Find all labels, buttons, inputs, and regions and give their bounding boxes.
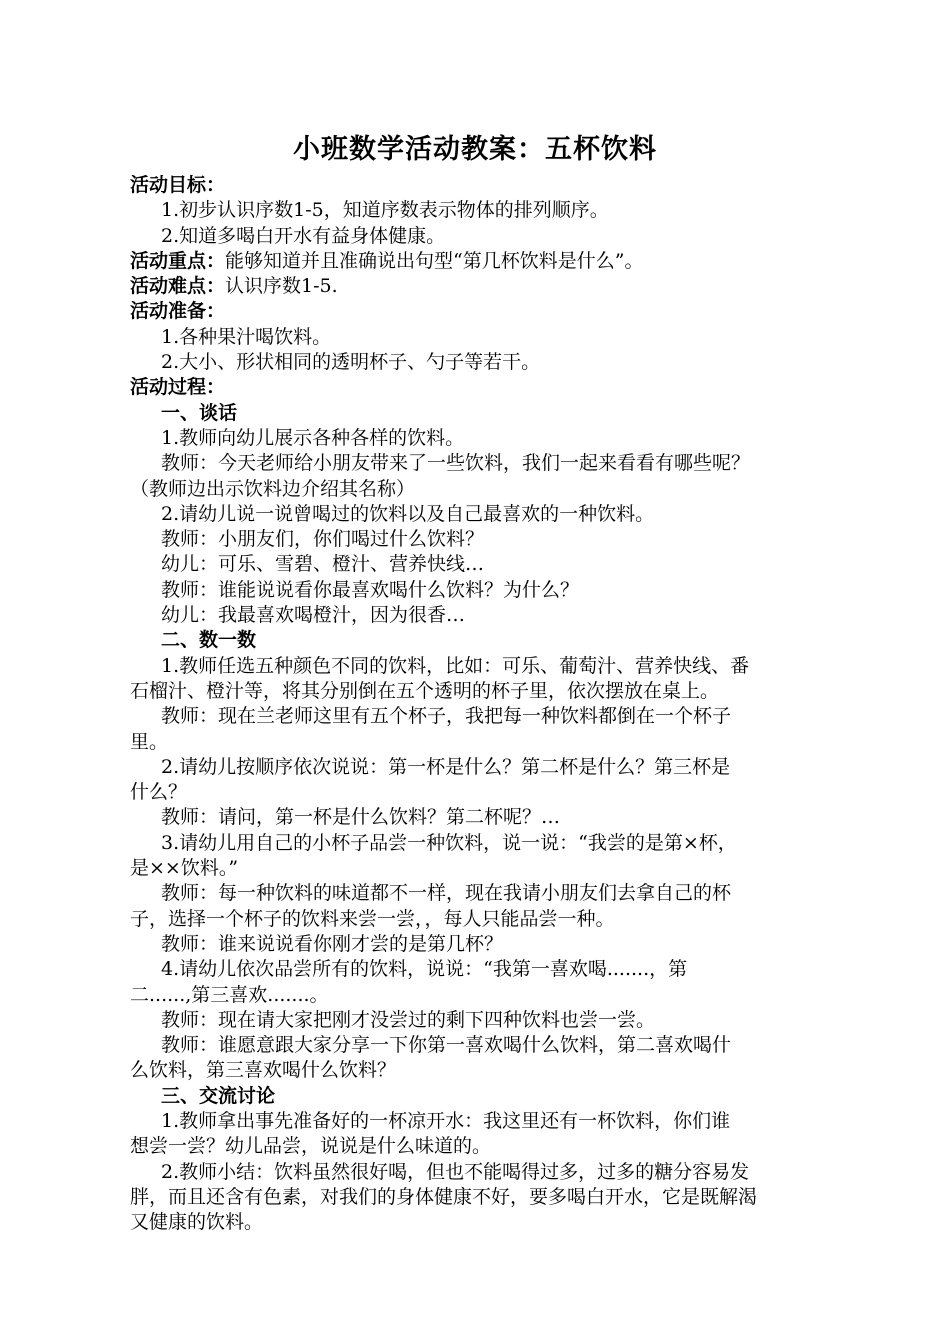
paragraph-line: 2.请幼儿按顺序依次说说：第一杯是什么？第二杯是什么？第三杯是 — [161, 755, 731, 778]
paragraph-line: 么饮料，第三喜欢喝什么饮料？ — [130, 1059, 397, 1082]
paragraph-line: 里。 — [130, 730, 169, 753]
section-2-heading: 二、数一数 — [161, 629, 257, 652]
paragraph-line: 教师：现在兰老师这里有五个杯子，我把每一种饮料都倒在一个杯子 — [161, 705, 732, 728]
section-1-heading: 一、谈话 — [161, 401, 238, 424]
goals-item-2: 2.知道多喝白开水有益身体健康。 — [161, 224, 446, 247]
paragraph-line: 1.教师任选五种颜色不同的饮料，比如：可乐、葡萄汁、营养快线、番 — [161, 654, 750, 677]
difficulty-text: 认识序数1-5. — [225, 275, 338, 298]
paragraph-line: 3.请幼儿用自己的小杯子品尝一种饮料，说一说：“我尝的是第×杯， — [161, 831, 737, 854]
paragraph-line: 子，选择一个杯子的饮料来尝一尝，，每人只能品尝一种。 — [130, 907, 615, 930]
paragraph-line: 2.请幼儿说一说曾喝过的饮料以及自己最喜欢的一种饮料。 — [161, 502, 655, 525]
document-body — [130, 173, 830, 1235]
paragraph-line: 教师：每一种饮料的味道都不一样，现在我请小朋友们去拿自己的杯 — [161, 882, 732, 905]
paragraph-line: 教师：谁愿意跟大家分享一下你第一喜欢喝什么饮料，第二喜欢喝什 — [161, 1034, 732, 1057]
paragraph-line: 1.教师拿出事先准备好的一杯凉开水：我这里还有一杯饮料，你们谁 — [161, 1109, 731, 1132]
prep-item-2: 2.大小、形状相同的透明杯子、勺子等若干。 — [161, 351, 541, 374]
paragraph-line: 教师：谁来说说看你刚才尝的是第几杯？ — [161, 932, 504, 955]
paragraph-line: 想尝一尝？幼儿品尝，说说是什么味道的。 — [130, 1135, 492, 1158]
paragraph-line: 幼儿：可乐、雪碧、橙汁、营养快线… — [161, 553, 485, 576]
paragraph-line: 教师：现在请大家把刚才没尝过的剩下四种饮料也尝一尝。 — [161, 1008, 656, 1031]
key-point-line — [130, 249, 830, 274]
paragraph-line: 教师：谁能说说看你最喜欢喝什么饮料？为什么？ — [161, 578, 580, 601]
prep-heading: 活动准备： — [130, 300, 226, 323]
paragraph-line: 4.请幼儿依次品尝所有的饮料，说说：“我第一喜欢喝.......，第 — [161, 958, 688, 981]
process-heading: 活动过程： — [130, 376, 226, 399]
key-point-text: 能够知道并且准确说出句型“第几杯饮料是什么”。 — [225, 249, 644, 272]
document-title: 小班数学活动教案：五杯饮料 — [293, 134, 657, 165]
paragraph-line: 是××饮料。” — [130, 857, 239, 880]
paragraph-line: 又健康的饮料。 — [130, 1211, 264, 1234]
paragraph-line: 二......,第三喜欢.......。 — [130, 983, 329, 1006]
goals-item-1: 1.初步认识序数1-5，知道序数表示物体的排列顺序。 — [161, 199, 609, 222]
difficulty-line — [130, 274, 830, 299]
paragraph-line: 胖，而且还含有色素，对我们的身体健康不好，要多喝白开水，它是既解渴 — [130, 1185, 758, 1208]
goals-heading: 活动目标： — [130, 174, 226, 196]
key-point-heading: 活动重点： — [130, 249, 226, 272]
difficulty-heading: 活动难点： — [130, 275, 226, 298]
paragraph-line: 幼儿：我最喜欢喝橙汁，因为很香… — [161, 604, 466, 627]
prep-item-1: 1.各种果汁喝饮料。 — [161, 325, 332, 348]
paragraph-line: 1.教师向幼儿展示各种各样的饮料。 — [161, 426, 465, 449]
paragraph-line: 教师：小朋友们，你们喝过什么饮料？ — [161, 528, 485, 551]
paragraph-line: 教师：请问，第一杯是什么饮料？第二杯呢？… — [161, 806, 561, 829]
paragraph-line: （教师边出示饮料边介绍其名称） — [130, 477, 416, 500]
section-3-heading: 三、交流讨论 — [161, 1084, 276, 1107]
paragraph-line: 什么？ — [130, 781, 188, 804]
paragraph-line: 石榴汁、橙汁等，将其分别倒在五个透明的杯子里，依次摆放在桌上。 — [130, 679, 720, 702]
paragraph-line: 2.教师小结：饮料虽然很好喝，但也不能喝得过多，过多的糖分容易发 — [161, 1160, 750, 1183]
paragraph-line: 教师：今天老师给小朋友带来了一些饮料，我们一起来看看有哪些呢？ — [161, 452, 751, 475]
